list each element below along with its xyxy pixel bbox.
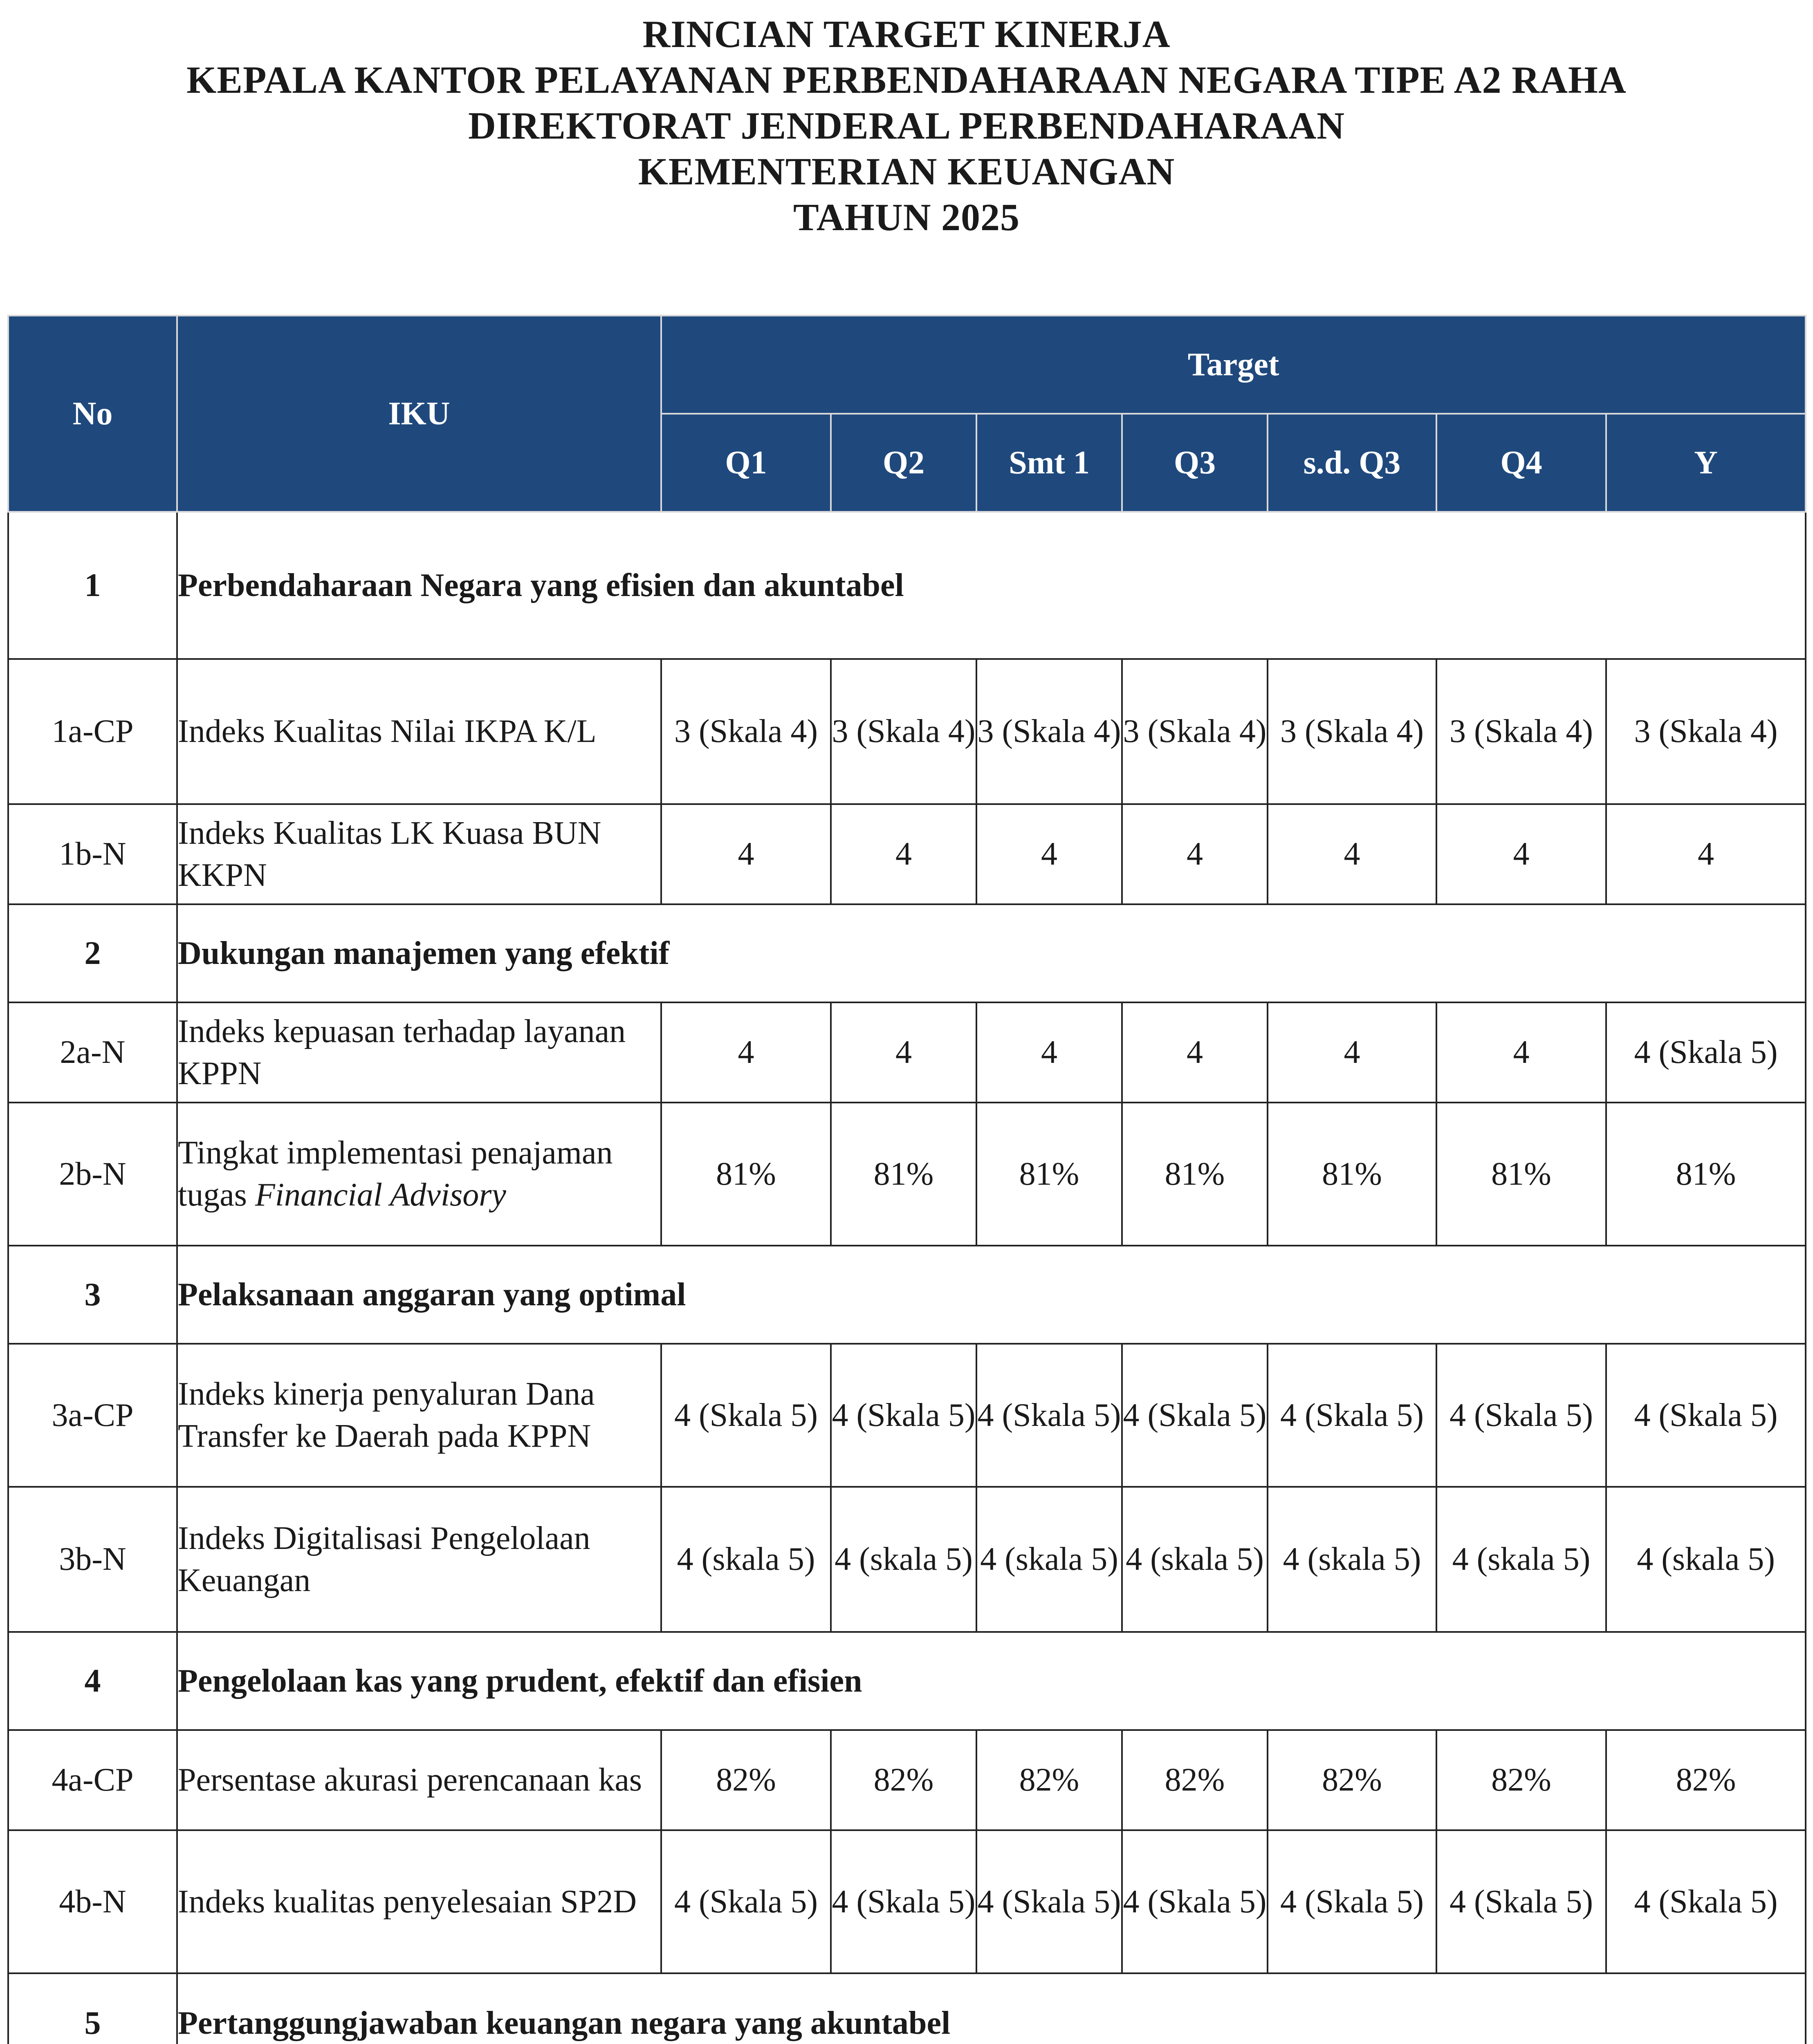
- target-value-smt1: 4 (Skala 5): [976, 1344, 1122, 1487]
- section-row: [8, 512, 1806, 659]
- iku-name: Tingkat implementasi penajaman tugas: [178, 1135, 613, 1213]
- section-title: Perbendaharaan Negara yang efisien dan akuntabel: [177, 512, 1806, 659]
- target-value-q1: 3 (Skala 4): [661, 659, 831, 804]
- iku-name: Indeks Kualitas Nilai IKPA K/L: [178, 713, 597, 749]
- title-line-1: RINCIAN TARGET KINERJA: [642, 13, 1171, 56]
- target-value-q1: 82%: [661, 1730, 831, 1830]
- iku-name-cell: [177, 659, 661, 804]
- section-row: [8, 1632, 1806, 1730]
- iku-name-cell: [177, 1103, 661, 1246]
- section-row: [8, 904, 1806, 1002]
- target-value-q4: 82%: [1436, 1730, 1606, 1830]
- target-value-q2: 81%: [831, 1103, 976, 1246]
- target-value-smt1: 3 (Skala 4): [976, 659, 1122, 804]
- iku-name: Indeks kualitas penyelesaian SP2D: [178, 1883, 637, 1920]
- iku-name-cell: [177, 1487, 661, 1632]
- header-iku: IKU: [177, 316, 661, 512]
- iku-code: 4a-CP: [8, 1730, 177, 1830]
- section-number: 1: [8, 512, 177, 659]
- target-value-q3: 3 (Skala 4): [1122, 659, 1268, 804]
- section-number: 5: [8, 1973, 177, 2044]
- header-target: Target: [661, 316, 1806, 414]
- target-value-sdq3: 4 (Skala 5): [1268, 1830, 1436, 1973]
- target-value-q4: 4: [1436, 1002, 1606, 1103]
- target-value-q1: 4 (Skala 5): [661, 1830, 831, 1973]
- target-value-q3: 4: [1122, 1002, 1268, 1103]
- target-value-q4: 81%: [1436, 1103, 1606, 1246]
- section-title: Dukungan manajemen yang efektif: [177, 904, 1806, 1002]
- target-value-q1: 4: [661, 1002, 831, 1103]
- iku-name-cell: [177, 1730, 661, 1830]
- iku-name-cell: [177, 804, 661, 904]
- iku-code: 1a-CP: [8, 659, 177, 804]
- target-value-q4: 4 (skala 5): [1436, 1487, 1606, 1632]
- section-number: 3: [8, 1246, 177, 1344]
- iku-name: Persentase akurasi perencanaan kas: [178, 1762, 642, 1798]
- title-line-5: TAHUN 2025: [793, 196, 1020, 239]
- target-table: [7, 315, 1806, 2044]
- section-title: Pengelolaan kas yang prudent, efektif dan efisien: [177, 1632, 1806, 1730]
- target-value-y: 81%: [1606, 1103, 1806, 1246]
- target-value-y: 4: [1606, 804, 1806, 904]
- table-body: [8, 512, 1806, 2044]
- target-value-q2: 3 (Skala 4): [831, 659, 976, 804]
- section-number: 2: [8, 904, 177, 1002]
- target-value-sdq3: 3 (Skala 4): [1268, 659, 1436, 804]
- section-row: [8, 1973, 1806, 2044]
- iku-code: 1b-N: [8, 804, 177, 904]
- target-value-q2: 4: [831, 804, 976, 904]
- header-col-q4: Q4: [1436, 414, 1606, 512]
- target-value-sdq3: 4: [1268, 804, 1436, 904]
- target-value-y: 4 (Skala 5): [1606, 1002, 1806, 1103]
- target-value-q1: 4 (skala 5): [661, 1487, 831, 1632]
- target-value-q2: 82%: [831, 1730, 976, 1830]
- target-value-q1: 81%: [661, 1103, 831, 1246]
- title-line-2: KEPALA KANTOR PELAYANAN PERBENDAHARAAN NEGARA TIPE A2 RAHA: [186, 59, 1627, 101]
- iku-name-cell: [177, 1344, 661, 1487]
- target-value-sdq3: 4 (skala 5): [1268, 1487, 1436, 1632]
- target-value-smt1: 4: [976, 1002, 1122, 1103]
- header-col-y: Y: [1606, 414, 1806, 512]
- target-value-q2: 4 (Skala 5): [831, 1344, 976, 1487]
- target-value-q4: 4: [1436, 804, 1606, 904]
- section-title: Pelaksanaan anggaran yang optimal: [177, 1246, 1806, 1344]
- target-value-q4: 3 (Skala 4): [1436, 659, 1606, 804]
- header-no: No: [8, 316, 177, 512]
- target-value-sdq3: 81%: [1268, 1103, 1436, 1246]
- iku-name-cell: [177, 1002, 661, 1103]
- target-value-sdq3: 4 (Skala 5): [1268, 1344, 1436, 1487]
- title-line-3: DIREKTORAT JENDERAL PERBENDAHARAAN: [468, 105, 1345, 147]
- header-col-q3: Q3: [1122, 414, 1268, 512]
- header-col-sdq3: s.d. Q3: [1268, 414, 1436, 512]
- header-col-q1: Q1: [661, 414, 831, 512]
- target-value-smt1: 81%: [976, 1103, 1122, 1246]
- section-row: [8, 1246, 1806, 1344]
- target-value-q2: 4 (skala 5): [831, 1487, 976, 1632]
- target-value-smt1: 82%: [976, 1730, 1122, 1830]
- table-row: [8, 1103, 1806, 1246]
- table-row: [8, 1730, 1806, 1830]
- iku-code: 2b-N: [8, 1103, 177, 1246]
- target-value-y: 82%: [1606, 1730, 1806, 1830]
- iku-name-italic: Financial Advisory: [255, 1177, 506, 1213]
- section-title: Pertanggungjawaban keuangan negara yang akuntabel: [177, 1973, 1806, 2044]
- target-value-q4: 4 (Skala 5): [1436, 1830, 1606, 1973]
- header-col-q2: Q2: [831, 414, 976, 512]
- document-title: [0, 11, 1813, 240]
- target-value-q3: 81%: [1122, 1103, 1268, 1246]
- target-value-q1: 4: [661, 804, 831, 904]
- header-col-smt1: Smt 1: [976, 414, 1122, 512]
- table-row: [8, 1830, 1806, 1973]
- target-value-q3: 4 (Skala 5): [1122, 1830, 1268, 1973]
- target-value-y: 4 (skala 5): [1606, 1487, 1806, 1632]
- target-value-q3: 4 (Skala 5): [1122, 1344, 1268, 1487]
- target-value-smt1: 4 (Skala 5): [976, 1830, 1122, 1973]
- table-row: [8, 1344, 1806, 1487]
- iku-name: Indeks Kualitas LK Kuasa BUN KKPN: [178, 815, 601, 893]
- iku-name: Indeks kinerja penyaluran Dana Transfer ke Daerah pada KPPN: [178, 1376, 595, 1454]
- section-number: 4: [8, 1632, 177, 1730]
- target-value-q2: 4 (Skala 5): [831, 1830, 976, 1973]
- target-value-q1: 4 (Skala 5): [661, 1344, 831, 1487]
- target-value-q3: 82%: [1122, 1730, 1268, 1830]
- table-row: [8, 1002, 1806, 1103]
- target-value-y: 4 (Skala 5): [1606, 1830, 1806, 1973]
- table-header: [8, 316, 1806, 512]
- iku-code: 3a-CP: [8, 1344, 177, 1487]
- target-value-q4: 4 (Skala 5): [1436, 1344, 1606, 1487]
- target-value-sdq3: 4: [1268, 1002, 1436, 1103]
- target-value-y: 4 (Skala 5): [1606, 1344, 1806, 1487]
- target-value-q3: 4: [1122, 804, 1268, 904]
- target-value-sdq3: 82%: [1268, 1730, 1436, 1830]
- title-line-4: KEMENTERIAN KEUANGAN: [638, 150, 1175, 193]
- iku-code: 4b-N: [8, 1830, 177, 1973]
- iku-name: Indeks Digitalisasi Pengelolaan Keuangan: [178, 1520, 590, 1598]
- table-row: [8, 659, 1806, 804]
- target-value-smt1: 4: [976, 804, 1122, 904]
- iku-code: 2a-N: [8, 1002, 177, 1103]
- iku-name-cell: [177, 1830, 661, 1973]
- table-row: [8, 804, 1806, 904]
- table-row: [8, 1487, 1806, 1632]
- target-value-q2: 4: [831, 1002, 976, 1103]
- target-value-q3: 4 (skala 5): [1122, 1487, 1268, 1632]
- iku-code: 3b-N: [8, 1487, 177, 1632]
- target-value-smt1: 4 (skala 5): [976, 1487, 1122, 1632]
- target-value-y: 3 (Skala 4): [1606, 659, 1806, 804]
- iku-name: Indeks kepuasan terhadap layanan KPPN: [178, 1013, 626, 1091]
